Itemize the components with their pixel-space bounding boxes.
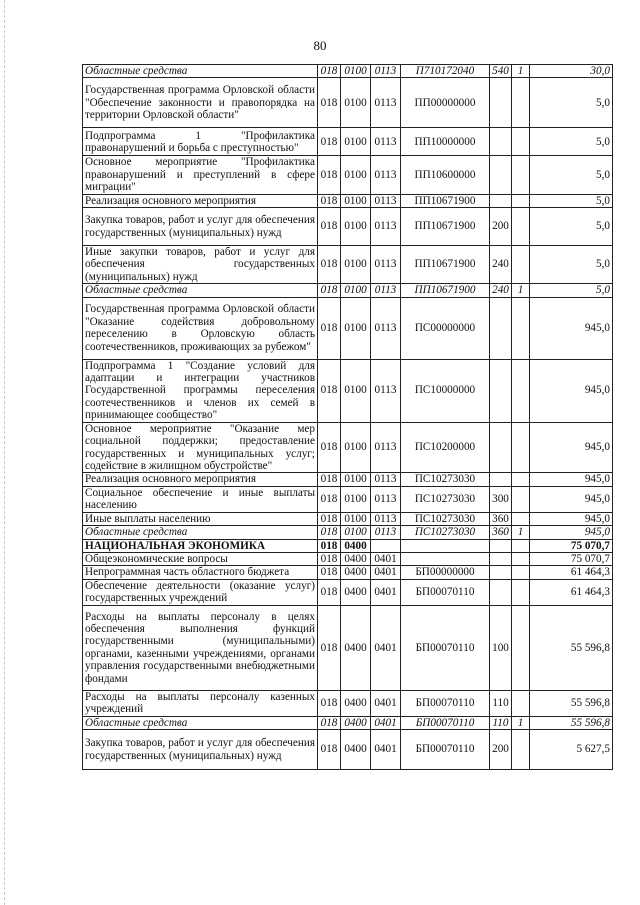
table-row (83, 284, 613, 297)
row-section-code: 0100 (341, 422, 371, 473)
table-row (83, 579, 613, 605)
row-expense-type (490, 78, 512, 128)
table-row (83, 526, 613, 539)
row-amount: 945,0 (530, 526, 613, 539)
row-target-article: БП00070110 (401, 605, 490, 690)
row-expense-type: 110 (490, 716, 512, 729)
row-subsection-code: 0113 (371, 194, 401, 207)
row-ved-code: 018 (318, 194, 341, 207)
table-row (83, 690, 613, 716)
row-target-article: П710172040 (401, 65, 490, 78)
row-ved-code: 018 (318, 512, 341, 525)
row-amount: 55 596,8 (530, 605, 613, 690)
row-target-article: БП00070110 (401, 579, 490, 605)
row-subsection-code: 0113 (371, 208, 401, 246)
row-expense-type: 360 (490, 512, 512, 525)
row-funding-source: 1 (512, 284, 530, 297)
row-section-code: 0100 (341, 473, 371, 486)
row-section-code: 0100 (341, 194, 371, 207)
row-target-article: ПС10273030 (401, 473, 490, 486)
row-name: Общеэкономические вопросы (83, 552, 318, 565)
table-row (83, 78, 613, 128)
row-section-code: 0400 (341, 605, 371, 690)
row-section-code: 0400 (341, 579, 371, 605)
row-target-article: ПП10671900 (401, 208, 490, 246)
row-name: Иные выплаты населению (83, 512, 318, 525)
row-amount: 5,0 (530, 156, 613, 194)
table-row (83, 156, 613, 194)
row-section-code: 0400 (341, 552, 371, 565)
row-name: Социальное обеспечение и иные выплаты населению (83, 486, 318, 512)
row-target-article: БП00000000 (401, 566, 490, 579)
row-amount: 945,0 (530, 486, 613, 512)
row-name: Государственная программа Орловской области "Обеспечение законности и правопорядка на территории Орловской области" (83, 78, 318, 128)
row-amount: 75 070,7 (530, 539, 613, 552)
binding-margin-line (4, 0, 6, 905)
row-funding-source (512, 552, 530, 565)
row-name: Иные закупки товаров, работ и услуг для обеспечения государственных (муниципальных) нужд (83, 246, 318, 284)
budget-table-body (83, 65, 613, 770)
row-section-code: 0100 (341, 359, 371, 422)
row-target-article: ПП10600000 (401, 156, 490, 194)
row-amount: 945,0 (530, 512, 613, 525)
row-expense-type: 110 (490, 690, 512, 716)
row-target-article: ПС10273030 (401, 512, 490, 525)
table-row (83, 208, 613, 246)
row-section-code: 0100 (341, 297, 371, 359)
row-subsection-code: 0113 (371, 512, 401, 525)
row-name: Областные средства (83, 526, 318, 539)
row-section-code: 0400 (341, 730, 371, 770)
row-ved-code: 018 (318, 473, 341, 486)
row-section-code: 0100 (341, 128, 371, 156)
row-section-code: 0100 (341, 65, 371, 78)
row-name: Подпрограмма 1 "Создание условий для адаптации и интеграции участников Государственной программы переселения соотечественников и членов их семей в принимающее сообщество" (83, 359, 318, 422)
row-amount: 5 627,5 (530, 730, 613, 770)
row-funding-source (512, 156, 530, 194)
row-section-code: 0100 (341, 78, 371, 128)
row-funding-source (512, 194, 530, 207)
row-subsection-code: 0401 (371, 579, 401, 605)
row-funding-source: 1 (512, 526, 530, 539)
row-name: Реализация основного мероприятия (83, 473, 318, 486)
row-amount: 5,0 (530, 208, 613, 246)
row-target-article: ПП10000000 (401, 128, 490, 156)
row-ved-code: 018 (318, 579, 341, 605)
row-target-article: ПП10671900 (401, 194, 490, 207)
row-subsection-code: 0401 (371, 730, 401, 770)
table-row (83, 552, 613, 565)
row-ved-code: 018 (318, 156, 341, 194)
row-expense-type (490, 422, 512, 473)
row-amount: 61 464,3 (530, 579, 613, 605)
row-name: Государственная программа Орловской области "Оказание содействия добровольному переселению в Орловскую область соотечественников, проживающих за рубежом" (83, 297, 318, 359)
row-ved-code: 018 (318, 208, 341, 246)
row-target-article: ПС10273030 (401, 486, 490, 512)
row-expense-type (490, 473, 512, 486)
row-expense-type: 360 (490, 526, 512, 539)
row-section-code: 0100 (341, 246, 371, 284)
row-ved-code: 018 (318, 690, 341, 716)
row-ved-code: 018 (318, 526, 341, 539)
row-target-article: ПС10200000 (401, 422, 490, 473)
table-row (83, 246, 613, 284)
row-name: Закупка товаров, работ и услуг для обеспечения государственных (муниципальных) нужд (83, 208, 318, 246)
row-section-code: 0100 (341, 284, 371, 297)
row-funding-source (512, 566, 530, 579)
row-target-article: ПП00000000 (401, 78, 490, 128)
row-ved-code: 018 (318, 605, 341, 690)
row-ved-code: 018 (318, 297, 341, 359)
row-expense-type (490, 566, 512, 579)
row-name: Основное мероприятие "Профилактика правонарушений и преступлений в сфере миграции" (83, 156, 318, 194)
row-ved-code: 018 (318, 246, 341, 284)
page-number: 80 (313, 38, 327, 53)
row-amount: 945,0 (530, 422, 613, 473)
row-funding-source (512, 605, 530, 690)
row-expense-type (490, 359, 512, 422)
table-row (83, 297, 613, 359)
row-expense-type (490, 539, 512, 552)
row-funding-source (512, 579, 530, 605)
row-funding-source (512, 512, 530, 525)
row-section-code: 0100 (341, 156, 371, 194)
row-target-article: БП00070110 (401, 716, 490, 729)
row-funding-source: 1 (512, 65, 530, 78)
row-funding-source: 1 (512, 716, 530, 729)
row-expense-type (490, 297, 512, 359)
row-section-code: 0100 (341, 208, 371, 246)
row-section-code: 0400 (341, 716, 371, 729)
row-amount: 55 596,8 (530, 690, 613, 716)
row-section-code: 0100 (341, 486, 371, 512)
table-row (83, 473, 613, 486)
row-funding-source (512, 486, 530, 512)
row-subsection-code: 0113 (371, 78, 401, 128)
row-amount: 5,0 (530, 246, 613, 284)
row-funding-source (512, 246, 530, 284)
row-ved-code: 018 (318, 359, 341, 422)
row-ved-code: 018 (318, 128, 341, 156)
row-name: Расходы на выплаты персоналу казенных учреждений (83, 690, 318, 716)
row-name: Закупка товаров, работ и услуг для обеспечения государственных (муниципальных) нужд (83, 730, 318, 770)
row-name: Обеспечение деятельности (оказание услуг) государственных учреждений (83, 579, 318, 605)
row-ved-code: 018 (318, 422, 341, 473)
row-subsection-code: 0113 (371, 422, 401, 473)
row-funding-source (512, 128, 530, 156)
row-ved-code: 018 (318, 566, 341, 579)
row-amount: 55 596,8 (530, 716, 613, 729)
row-expense-type (490, 194, 512, 207)
row-ved-code: 018 (318, 486, 341, 512)
table-row (83, 65, 613, 78)
row-funding-source (512, 208, 530, 246)
table-row (83, 422, 613, 473)
row-ved-code: 018 (318, 730, 341, 770)
row-ved-code: 018 (318, 552, 341, 565)
row-funding-source (512, 690, 530, 716)
row-funding-source (512, 730, 530, 770)
table-row (83, 128, 613, 156)
table-row (83, 512, 613, 525)
row-ved-code: 018 (318, 78, 341, 128)
row-name: Подпрограмма 1 "Профилактика правонарушений и борьба с преступностью" (83, 128, 318, 156)
row-expense-type: 240 (490, 284, 512, 297)
row-name: НАЦИОНАЛЬНАЯ ЭКОНОМИКА (83, 539, 318, 552)
row-amount: 945,0 (530, 473, 613, 486)
row-target-article (401, 552, 490, 565)
row-subsection-code: 0113 (371, 359, 401, 422)
row-target-article: ПС10273030 (401, 526, 490, 539)
row-expense-type: 300 (490, 486, 512, 512)
row-target-article (401, 539, 490, 552)
row-expense-type: 200 (490, 208, 512, 246)
row-amount: 5,0 (530, 194, 613, 207)
row-target-article: ПС00000000 (401, 297, 490, 359)
row-subsection-code: 0401 (371, 552, 401, 565)
row-subsection-code: 0113 (371, 246, 401, 284)
row-amount: 945,0 (530, 359, 613, 422)
row-amount: 5,0 (530, 128, 613, 156)
row-subsection-code: 0113 (371, 128, 401, 156)
row-section-code: 0100 (341, 512, 371, 525)
row-section-code: 0400 (341, 690, 371, 716)
row-subsection-code: 0401 (371, 690, 401, 716)
row-funding-source (512, 297, 530, 359)
row-target-article: ПС10000000 (401, 359, 490, 422)
table-row (83, 605, 613, 690)
row-expense-type (490, 128, 512, 156)
row-subsection-code: 0401 (371, 716, 401, 729)
row-ved-code: 018 (318, 716, 341, 729)
row-ved-code: 018 (318, 539, 341, 552)
row-subsection-code: 0113 (371, 284, 401, 297)
row-subsection-code: 0113 (371, 156, 401, 194)
row-name: Областные средства (83, 65, 318, 78)
row-subsection-code: 0113 (371, 486, 401, 512)
table-row (83, 566, 613, 579)
row-subsection-code: 0113 (371, 473, 401, 486)
row-funding-source (512, 78, 530, 128)
row-target-article: БП00070110 (401, 730, 490, 770)
table-row (83, 486, 613, 512)
row-subsection-code: 0401 (371, 605, 401, 690)
row-amount: 5,0 (530, 284, 613, 297)
row-section-code: 0400 (341, 566, 371, 579)
row-amount: 945,0 (530, 297, 613, 359)
row-amount: 75 070,7 (530, 552, 613, 565)
row-subsection-code: 0113 (371, 65, 401, 78)
row-section-code: 0400 (341, 539, 371, 552)
row-ved-code: 018 (318, 284, 341, 297)
row-funding-source (512, 422, 530, 473)
row-section-code: 0100 (341, 526, 371, 539)
row-amount: 5,0 (530, 78, 613, 128)
row-name: Расходы на выплаты персоналу в целях обеспечения выполнения функций государственными (муниципальными) органами, казенными учреждениями, органами управления государственными внебюджетными фондами (83, 605, 318, 690)
row-name: Реализация основного мероприятия (83, 194, 318, 207)
row-expense-type: 240 (490, 246, 512, 284)
row-name: Областные средства (83, 716, 318, 729)
row-target-article: ПП10671900 (401, 284, 490, 297)
row-expense-type (490, 156, 512, 194)
table-row (83, 539, 613, 552)
row-subsection-code: 0401 (371, 566, 401, 579)
row-subsection-code (371, 539, 401, 552)
row-subsection-code: 0113 (371, 297, 401, 359)
row-subsection-code: 0113 (371, 526, 401, 539)
row-expense-type: 100 (490, 605, 512, 690)
table-row (83, 194, 613, 207)
row-expense-type (490, 552, 512, 565)
row-funding-source (512, 473, 530, 486)
row-funding-source (512, 359, 530, 422)
row-target-article: ПП10671900 (401, 246, 490, 284)
row-target-article: БП00070110 (401, 690, 490, 716)
row-expense-type: 200 (490, 730, 512, 770)
row-ved-code: 018 (318, 65, 341, 78)
row-expense-type (490, 579, 512, 605)
row-funding-source (512, 539, 530, 552)
budget-table (82, 64, 613, 770)
row-name: Областные средства (83, 284, 318, 297)
table-row (83, 716, 613, 729)
row-expense-type: 540 (490, 65, 512, 78)
table-row (83, 730, 613, 770)
row-amount: 61 464,3 (530, 566, 613, 579)
row-name: Основное мероприятие "Оказание мер социальной поддержки; предоставление государственных и муниципальных услуг; содействие в жилищном обустройстве" (83, 422, 318, 473)
table-row (83, 359, 613, 422)
row-name: Непрограммная часть областного бюджета (83, 566, 318, 579)
row-amount: 30,0 (530, 65, 613, 78)
